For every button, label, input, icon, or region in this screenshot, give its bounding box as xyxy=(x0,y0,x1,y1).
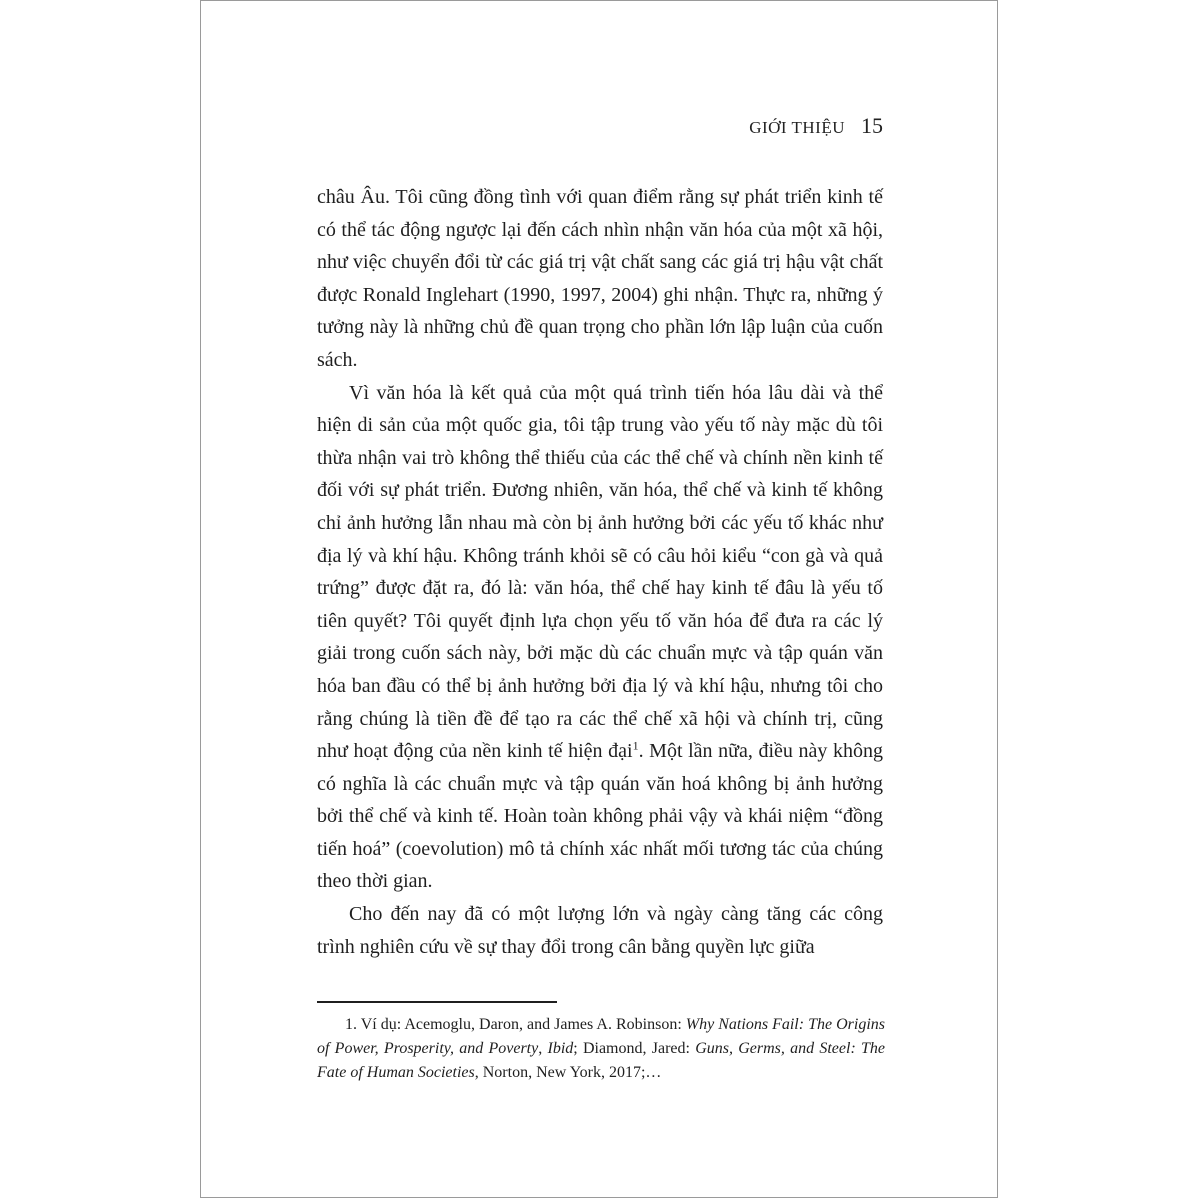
footnote-separator: , xyxy=(538,1040,548,1057)
footnote-divider xyxy=(317,1001,557,1003)
section-title: GIỚI THIỆU xyxy=(749,118,845,137)
footnote-prefix: 1. Ví dụ: Acemoglu, Daron, and James A. Robinson: xyxy=(345,1016,686,1033)
footnote-tail: , Norton, New York, 2017;… xyxy=(474,1064,662,1081)
paragraph-2 xyxy=(317,377,883,899)
body-text xyxy=(317,181,883,963)
book-page xyxy=(200,0,998,1198)
paragraph-1: châu Âu. Tôi cũng đồng tình với quan điểm rằng sự phát triển kinh tế có thể tác động ngược lại đến cách nhìn nhận văn hóa của một xã hội, như việc chuyển đổi từ các giá trị vật chất sang các giá trị hậu vật chất được Ronald Inglehart (1990, 1997, 2004) ghi nhận. Thực ra, những ý tưởng này là những chủ đề quan trọng cho phần lớn lập luận của cuốn sách. xyxy=(317,186,883,371)
paragraph-2-part-a: Vì văn hóa là kết quả của một quá trình tiến hóa lâu dài và thể hiện di sản của một quốc gia, tôi tập trung vào yếu tố này mặc dù tôi thừa nhận vai trò không thể thiếu của các thể chế và chính nền kinh tế đối với sự phát triển. Đương nhiên, văn hóa, thể chế và kinh tế không chỉ ảnh hưởng lẫn nhau mà còn bị ảnh hưởng bởi các yếu tố khác như địa lý và khí hậu. Không tránh khỏi sẽ có câu hỏi kiểu “con gà và quả trứng” được đặt ra, đó là: văn hóa, thể chế hay kinh tế đâu là yếu tố tiên quyết? Tôi quyết định lựa chọn yếu tố văn hóa để đưa ra các lý giải trong cuốn sách này, bởi mặc dù các chuẩn mực và tập quán văn hóa ban đầu có thể bị ảnh hưởng bởi địa lý và khí hậu, nhưng tôi cho rằng chúng là tiền đề để tạo ra các thể chế xã hội và chính trị, cũng như hoạt động của nền kinh tế hiện đại xyxy=(317,381,883,763)
paragraph-3: Cho đến nay đã có một lượng lớn và ngày càng tăng các công trình nghiên cứu về sự thay đổi trong cân bằng quyền lực giữa xyxy=(317,903,883,958)
footnote-middle: ; Diamond, Jared: xyxy=(573,1040,696,1057)
footnote-ibid: Ibid xyxy=(547,1040,574,1057)
footnote-title-2: Guns, Germs, and Steel: The Fate of Human Societies xyxy=(317,1040,886,1081)
running-header xyxy=(749,113,883,139)
footnote-reference: 1 xyxy=(632,738,639,753)
footnote xyxy=(317,1013,885,1085)
paragraph-2-part-b: . Một lần nữa, điều này không có nghĩa là các chuẩn mực và tập quán văn hoá không bị ảnh hưởng bởi thể chế và kinh tế. Hoàn toàn không phải vậy và khái niệm “đồng tiến hoá” (coevolution) mô tả chính xác nhất mối tương tác của chúng theo thời gian. xyxy=(317,740,883,893)
page-number: 15 xyxy=(861,113,883,138)
footnote-title-1: Why Nations Fail: The Origins of Power, Prosperity, and Poverty xyxy=(317,1016,886,1057)
footnote-text xyxy=(317,1013,885,1085)
